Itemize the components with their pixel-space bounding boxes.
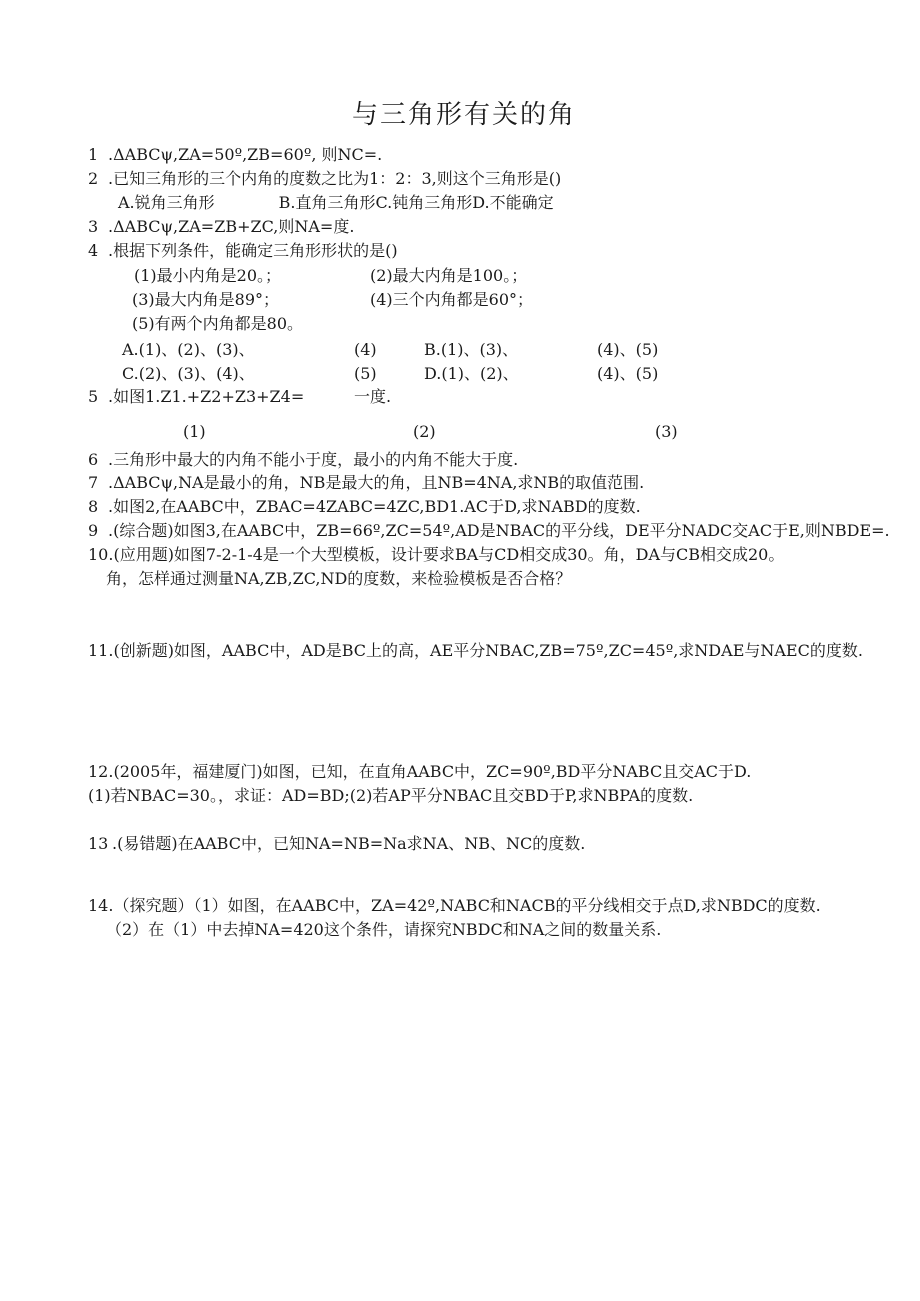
- question-13: .(易错题)在AABC中，已知NA=NB=Na求NA、NB、NC的度数.: [112, 834, 586, 853]
- condition-5: (5)有两个内角都是80。: [132, 314, 304, 333]
- question-10-cont: 角，怎样通过测量NA,ZB,ZC,ND的度数，来检验模板是否合格？: [106, 569, 572, 588]
- question-number: 8: [88, 497, 99, 516]
- question-number: 13: [88, 834, 109, 853]
- question-number: 4: [88, 241, 99, 260]
- question-2-options: A.锐角三角形 B.直角三角形C.钝角三角形D.不能确定: [118, 193, 554, 212]
- question-number: 1: [88, 145, 99, 164]
- question-number: 3: [88, 217, 99, 236]
- condition-4: (4)三个内角都是60°；: [370, 290, 534, 309]
- question-2: .已知三角形的三个内角的度数之比为1：2：3,则这个三角形是(): [108, 169, 562, 188]
- question-12: 12.(2005年，福建厦门)如图，已知，在直角AABC中，ZC=90º,BD平分NABC且交AC于D.: [88, 762, 752, 781]
- option-d-tail: (4)、(5): [597, 364, 659, 383]
- option-b-tail: (4)、(5): [597, 340, 659, 359]
- question-3: .ΔABCψ,ZA=ZB+ZC,则NA=度.: [108, 217, 355, 236]
- question-number: 7: [88, 473, 99, 492]
- question-14: 14.（探究题）（1）如图，在AABC中，ZA=42º,NABC和NACB的平分线相交于点D,求NBDC的度数.: [88, 896, 821, 915]
- condition-1: (1)最小内角是20。；: [134, 266, 282, 285]
- question-number: 2: [88, 169, 99, 188]
- question-number: 6: [88, 450, 99, 469]
- question-9: .(综合题)如图3,在AABC中，ZB=66º,ZC=54º,AD是NBAC的平分线，DE平分NADC交AC于E,则NBDE=.: [108, 521, 890, 540]
- figure-label-1: (1): [183, 422, 206, 441]
- option-c: C.(2)、(3)、(4)、: [122, 364, 255, 383]
- question-7: .ΔABCψ,NA是最小的角，NB是最大的角，且NB=4NA,求NB的取值范围.: [108, 473, 645, 492]
- question-number: 5: [88, 387, 99, 406]
- option-c-tail: (5): [354, 364, 377, 383]
- option-a-tail: (4): [354, 340, 377, 359]
- page-title: 与三角形有关的角: [352, 100, 577, 130]
- question-12-cont: (1)若NBAC=30。，求证：AD=BD;(2)若AP平分NBAC且交BD于P,求NBPA的度数.: [88, 786, 694, 805]
- figure-label-3: (3): [655, 422, 678, 441]
- option-b: B.(1)、(3)、: [424, 340, 519, 359]
- question-5: .如图1.Z1.+Z2+Z3+Z4=: [108, 387, 305, 406]
- question-number: 9: [88, 521, 99, 540]
- question-5-tail: 一度.: [354, 387, 392, 406]
- question-14-cont: （2）在（1）中去掉NA=420这个条件，请探究NBDC和NA之间的数量关系.: [106, 920, 662, 939]
- condition-3: (3)最大内角是89°；: [132, 290, 280, 309]
- question-4: .根据下列条件，能确定三角形形状的是(): [108, 241, 398, 260]
- option-a: A.(1)、(2)、(3)、: [122, 340, 255, 359]
- question-8: .如图2,在AABC中，ZBAC=4ZABC=4ZC,BD1.AC于D,求NABD的度数.: [108, 497, 641, 516]
- question-10: 10.(应用题)如图7-2-1-4是一个大型模板，设计要求BA与CD相交成30。角，DA与CB相交成20。: [88, 545, 785, 564]
- question-6: .三角形中最大的内角不能小于度，最小的内角不能大于度.: [108, 450, 519, 469]
- option-d: D.(1)、(2)、: [424, 364, 519, 383]
- question-1: .ΔABCψ,ZA=50º,ZB=60º, 则NC=.: [108, 145, 383, 164]
- question-11: 11.(创新题)如图，AABC中，AD是BC上的高，AE平分NBAC,ZB=75º,ZC=45º,求NDAE与NAEC的度数.: [88, 641, 863, 660]
- condition-2: (2)最大内角是100。；: [370, 266, 528, 285]
- figure-label-2: (2): [413, 422, 436, 441]
